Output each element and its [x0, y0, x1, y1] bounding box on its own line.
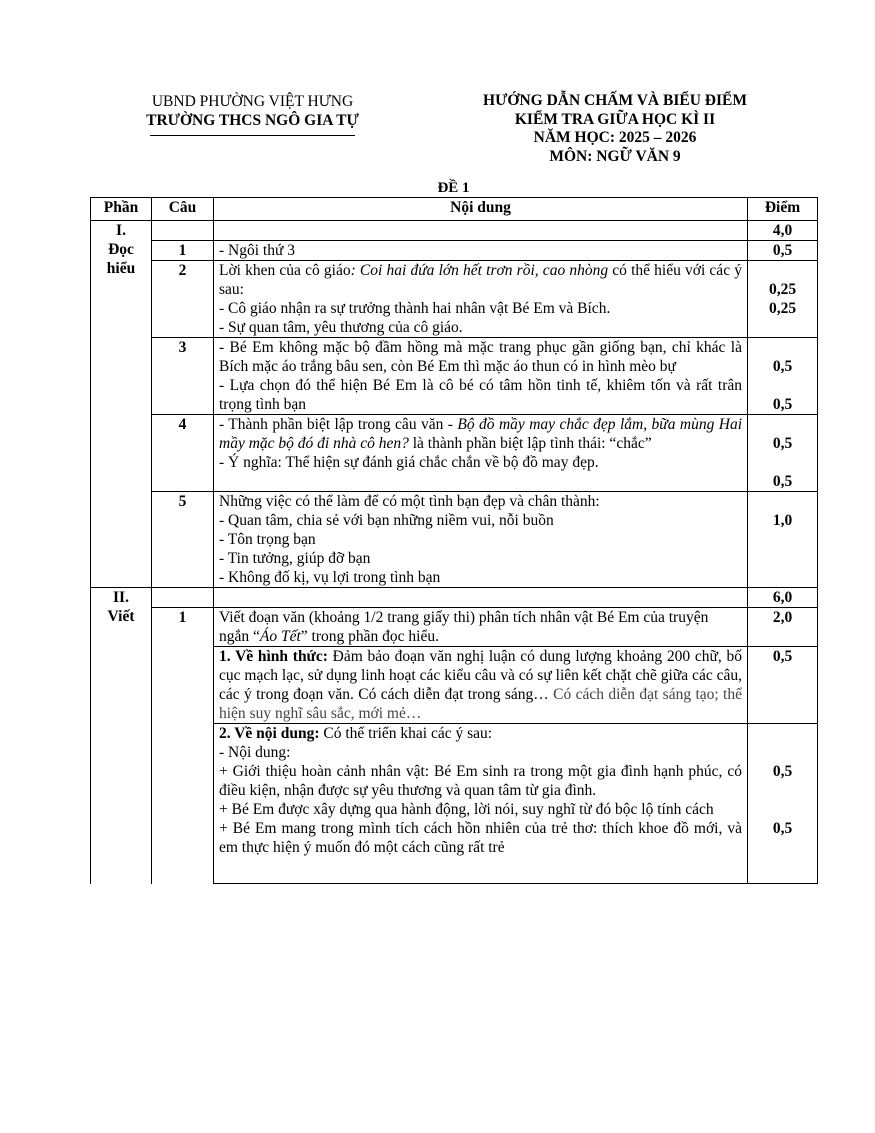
school-year: NĂM HỌC: 2025 – 2026	[533, 129, 697, 146]
question-number: 4	[152, 415, 214, 492]
document-title-block	[430, 92, 800, 166]
answer-score: 0,5	[748, 647, 818, 724]
table-row	[91, 338, 818, 415]
list-item: - Tôn trọng bạn	[219, 531, 316, 548]
table-row	[91, 588, 818, 608]
empty-cell	[214, 221, 748, 241]
answer-content: Lời khen của cô giáo: Coi hai đứa lớn hết trơn rồi, cao nhòng có thể hiểu với các ý sau: - Cô giáo nhận ra sự trưởng thành hai nhân vật Bé Em và Bích. - Sự quan tâm, yêu thương của cô giáo.	[214, 261, 748, 338]
question-number: 3	[152, 338, 214, 415]
table-row	[91, 492, 818, 588]
column-header-question: Câu	[152, 198, 214, 221]
answer-content: Những việc có thể làm để có một tình bạn đẹp và chân thành: - Quan tâm, chia sẻ với bạn những niềm vui, nỗi buồn - Tôn trọng bạn - Tin tưởng, giúp đỡ bạn - Không đố kị, vụ lợi trong tình bạn	[214, 492, 748, 588]
writing-task: Viết đoạn văn (khoảng 1/2 trang giấy thi) phân tích nhân vật Bé Em của truyện ngắn “Áo Tết” trong phần đọc hiểu.	[214, 608, 748, 647]
question-number: 2	[152, 261, 214, 338]
list-item: - Quan tâm, chia sẻ với bạn những niềm vui, nỗi buồn	[219, 512, 554, 529]
column-header-part: Phần	[91, 198, 152, 221]
part-1-label: I. Đọc hiểu	[91, 221, 152, 588]
exam-name: KIỂM TRA GIỮA HỌC KÌ II	[514, 110, 716, 128]
answer-content: - Thành phần biệt lập trong câu văn - Bộ đồ mầy may chắc đẹp lắm, bữa mùng Hai mầy mặc bộ đó đi nhà cô hen? là thành phần biệt lập tình thái: “chắc” - Ý nghĩa: Thể hiện sự đánh giá chắc chắn về bộ đồ may đẹp.	[214, 415, 748, 492]
empty-cell	[214, 857, 748, 884]
column-header-content: Nội dung	[214, 198, 748, 221]
table-row	[91, 608, 818, 647]
table-row	[91, 221, 818, 241]
answer-score: 1,0	[748, 492, 818, 588]
header-underline	[150, 135, 355, 136]
form-criteria: 1. Về hình thức: Đảm bảo đoạn văn nghị luận có dung lượng khoảng 200 chữ, bố cục mạch lạc, sử dụng linh hoạt các kiểu câu và có sự liên kết chặt chẽ giữa các câu, các ý trong đoạn văn. Có cách diễn đạt trong sáng… Có cách diễn đạt sáng tạo; thể hiện suy nghĩ sâu sắc, mới mẻ…	[214, 647, 748, 724]
document-title: HƯỚNG DẪN CHẤM VÀ BIỂU ĐIỂM	[483, 92, 747, 109]
answer-score: 0,5 0,5	[748, 724, 818, 858]
list-item: - Không đố kị, vụ lợi trong tình bạn	[219, 569, 441, 586]
answer-score: 0,25 0,25	[748, 261, 818, 338]
answer-content: - Ngôi thứ 3	[214, 241, 748, 261]
answer-score: 0,5 0,5	[748, 338, 818, 415]
part-2-total-score: 6,0	[748, 588, 818, 608]
answer-content: - Bé Em không mặc bộ đầm hồng mà mặc trang phục gần giống bạn, chỉ khác là Bích mặc áo trắng bâu sen, còn Bé Em thì mặc áo thun có in hình mèo bự - Lựa chọn đó thể hiện Bé Em là cô bé có tâm hồn tinh tế, khiêm tốn và rất trân trọng tình bạn	[214, 338, 748, 415]
empty-cell	[152, 221, 214, 241]
part-1-total-score: 4,0	[748, 221, 818, 241]
column-header-score: Điểm	[748, 198, 818, 221]
answer-score: 0,5	[748, 241, 818, 261]
empty-cell	[748, 857, 818, 884]
exam-code: ĐỀ 1	[437, 180, 470, 196]
grading-table	[90, 197, 818, 884]
question-number: 1	[152, 608, 214, 884]
question-number: 1	[152, 241, 214, 261]
school-header	[100, 92, 405, 136]
part-2-label: II. Viết	[91, 588, 152, 884]
school-name: TRƯỜNG THCS NGÔ GIA TỰ	[146, 112, 359, 129]
empty-cell	[214, 588, 748, 608]
question-number: 5	[152, 492, 214, 588]
empty-cell	[152, 588, 214, 608]
table-header-row	[91, 198, 818, 221]
answer-score: 2,0	[748, 608, 818, 647]
answer-score: 0,5 0,5	[748, 415, 818, 492]
list-item: - Tin tưởng, giúp đỡ bạn	[219, 550, 371, 567]
table-row	[91, 261, 818, 338]
authority-name: UBND PHƯỜNG VIỆT HƯNG	[151, 93, 354, 110]
table-row	[91, 241, 818, 261]
subject-name: MÔN: NGỮ VĂN 9	[549, 147, 681, 165]
content-criteria: 2. Về nội dung: Có thể triển khai các ý sau: - Nội dung: + Giới thiệu hoàn cảnh nhân vật: Bé Em sinh ra trong một gia đình hạnh phúc, có điều kiện, nhận được sự yêu thương và quan tâm từ gia đình. + Bé Em được xây dựng qua hành động, lời nói, suy nghĩ từ đó bộc lộ tính cách + Bé Em mang trong mình tích cách hồn nhiên của trẻ thơ: thích khoe đồ mới, và em thực hiện ý muốn đó một cách cũng rất trẻ	[214, 724, 748, 858]
table-row	[91, 415, 818, 492]
